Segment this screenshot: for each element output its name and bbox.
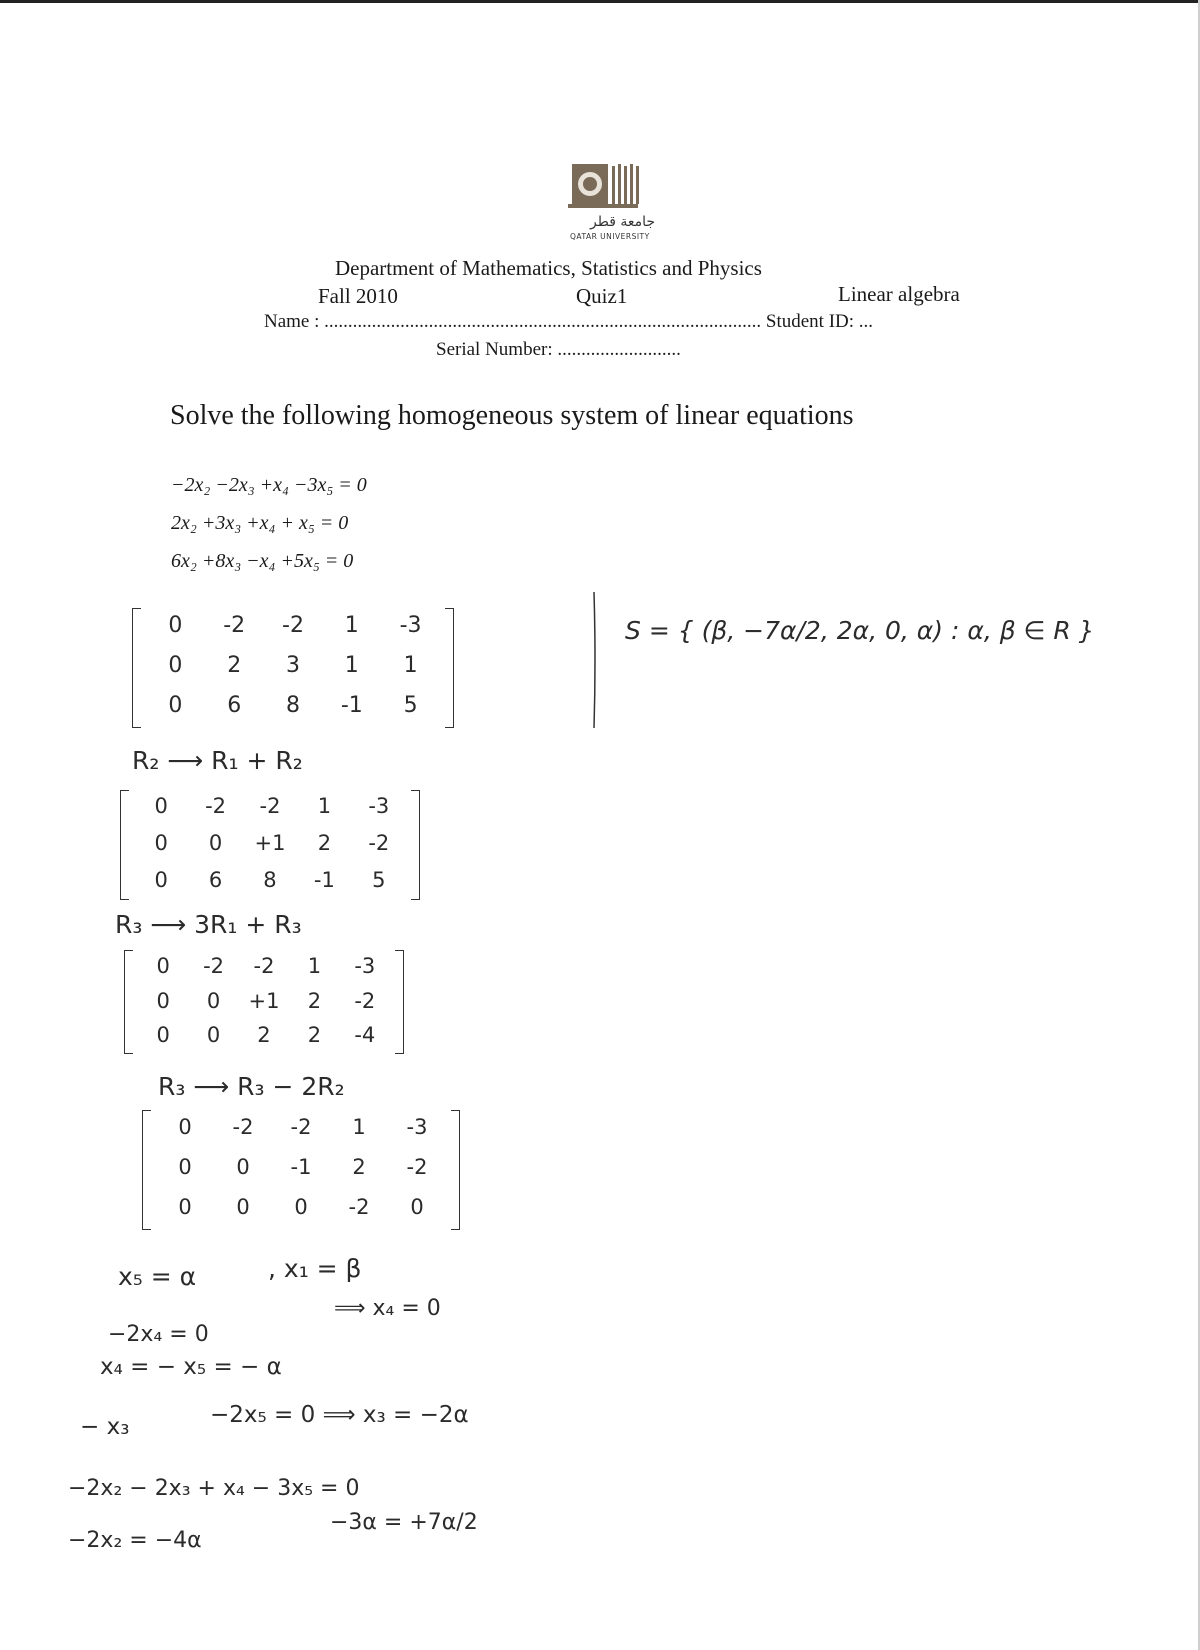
matrix-bracket-left [120, 790, 129, 900]
page-top-edge [0, 0, 1200, 3]
matrix-entry: 2 [352, 1154, 366, 1179]
matrix-entry: 2 [257, 1023, 271, 1048]
work-x1: , x₁ = β [268, 1254, 362, 1283]
matrix-entry: 2 [307, 988, 322, 1013]
matrix-augmented [132, 608, 454, 728]
matrix-entry: -2 [253, 954, 275, 979]
matrix-entry: 1 [403, 652, 418, 678]
matrix-entry: -3 [368, 794, 390, 819]
work-x3-lhs: − x₃ [80, 1414, 130, 1440]
row-op-3: R₃ ⟶ R₃ − 2R₂ [158, 1072, 345, 1101]
matrix-entry: 8 [285, 692, 300, 718]
quiz-label: Quiz1 [576, 284, 628, 308]
matrix-entry: -2 [205, 794, 227, 819]
svg-text:جامعة قطر: جامعة قطر [590, 214, 656, 230]
matrix-entry: 0 [410, 1194, 424, 1219]
matrix-bracket-left [124, 950, 133, 1054]
matrix-entry: 0 [208, 831, 223, 856]
work-x2-eq: −2x₂ = −4α [68, 1528, 202, 1553]
matrix-entry: 6 [227, 692, 242, 718]
matrix-entry: -2 [354, 988, 376, 1013]
serial-number-field: Serial Number: .......................... [436, 339, 681, 360]
term-label: Fall 2010 [318, 284, 398, 308]
matrix-entry: -2 [232, 1114, 254, 1139]
matrix-entry: -2 [406, 1154, 428, 1179]
matrix-entry: -2 [348, 1194, 370, 1219]
work-x4-alt: x₄ = − x₅ = − α [100, 1354, 282, 1380]
matrix-entry: 0 [206, 1023, 221, 1048]
solution-set: S = { (β, −7α/2, 2α, 0, α) : α, β ∈ R } [625, 616, 1095, 645]
department-title: Department of Mathematics, Statistics and Physics [335, 256, 762, 280]
matrix-entry: 0 [236, 1194, 250, 1219]
matrix-entry: -2 [259, 794, 281, 819]
matrix-entry: 0 [294, 1194, 308, 1219]
matrix-entry: 0 [154, 867, 168, 892]
matrix-entry: -2 [290, 1114, 312, 1139]
student-id-field: Student ID: ... [765, 311, 874, 332]
matrix-entry: 1 [317, 794, 332, 819]
matrix-entry: 0 [168, 612, 183, 638]
work-x5: x₅ = α [118, 1262, 197, 1291]
matrix-entry: 0 [156, 1023, 170, 1048]
matrix-entry: +1 [254, 831, 286, 856]
work-x2-result: −3α = +7α/2 [330, 1510, 478, 1535]
course-label: Linear algebra [838, 282, 960, 306]
matrix-entry: 0 [154, 794, 168, 819]
matrix-entry: 2 [307, 1023, 322, 1048]
matrix-entry: 3 [285, 652, 300, 678]
matrix-step-1 [120, 790, 420, 900]
matrix-entry: 1 [352, 1114, 366, 1139]
matrix-entry: 1 [344, 652, 359, 678]
matrix-entry: 5 [372, 867, 386, 892]
matrix-entry: 0 [178, 1114, 192, 1139]
matrix-entry: +1 [248, 988, 280, 1013]
matrix-entry: 0 [154, 831, 168, 856]
work-x4-result: ⟹ x₄ = 0 [334, 1296, 441, 1321]
matrix-entry: 0 [178, 1154, 192, 1179]
name-row [264, 311, 873, 333]
matrix-step-2 [124, 950, 404, 1054]
matrix-entry: -1 [340, 692, 363, 718]
matrix-entry: 0 [236, 1154, 250, 1179]
matrix-entry: 0 [206, 988, 221, 1013]
matrix-bracket-right [445, 608, 454, 728]
matrix-bracket-right [451, 1110, 460, 1230]
row-op-1: R₂ ⟶ R₁ + R₂ [132, 746, 303, 775]
matrix-bracket-left [132, 608, 141, 728]
matrix-entry: 0 [168, 692, 183, 718]
matrix-entry: 0 [178, 1194, 192, 1219]
matrix-bracket-left [142, 1110, 151, 1230]
matrix-entry: -1 [290, 1154, 312, 1179]
matrix-entry: 2 [227, 652, 242, 678]
matrix-entry: 0 [168, 652, 183, 678]
work-x4-eq: −2x₄ = 0 [108, 1322, 209, 1347]
name-field: Name : ............................................................................................ [264, 311, 762, 332]
matrix-entry: 2 [317, 831, 332, 856]
matrix-entry: 1 [307, 954, 322, 979]
matrix-bracket-right [395, 950, 404, 1054]
matrix-entry: 1 [344, 612, 359, 638]
svg-text:QATAR UNIVERSITY: QATAR UNIVERSITY [570, 232, 650, 241]
equation-1: −2x₂ −2x₃ +x₄ −3x₅ = 0 [171, 474, 367, 496]
matrix-entry: -2 [223, 612, 246, 638]
matrix-entry: -3 [406, 1114, 428, 1139]
matrix-entry: -4 [354, 1023, 376, 1048]
work-eq1: −2x₂ − 2x₃ + x₄ − 3x₅ = 0 [68, 1476, 360, 1501]
handwritten-divider [590, 590, 600, 730]
equation-3: 6x₂ +8x₃ −x₄ +5x₅ = 0 [171, 550, 354, 572]
matrix-entry: 5 [403, 692, 418, 718]
matrix-entry: 6 [208, 867, 223, 892]
matrix-entry: 0 [156, 988, 170, 1013]
matrix-entry: 8 [263, 867, 277, 892]
matrix-entry: -2 [282, 612, 304, 638]
row-op-2: R₃ ⟶ 3R₁ + R₃ [115, 910, 302, 939]
question-instruction: Solve the following homogeneous system of linear equations [170, 400, 854, 431]
matrix-bracket-right [411, 790, 420, 900]
matrix-entry: -2 [203, 954, 225, 979]
matrix-entry: -3 [354, 954, 376, 979]
matrix-entry: -3 [399, 612, 422, 638]
matrix-echelon [142, 1110, 460, 1230]
equation-2: 2x₂ +3x₃ +x₄ + x₅ = 0 [171, 512, 349, 534]
matrix-entry: -2 [368, 831, 390, 856]
university-logo [566, 162, 676, 252]
matrix-entry: 0 [156, 954, 170, 979]
work-x3-result: −2x₅ = 0 ⟹ x₃ = −2α [210, 1402, 469, 1428]
matrix-entry: -1 [313, 867, 335, 892]
